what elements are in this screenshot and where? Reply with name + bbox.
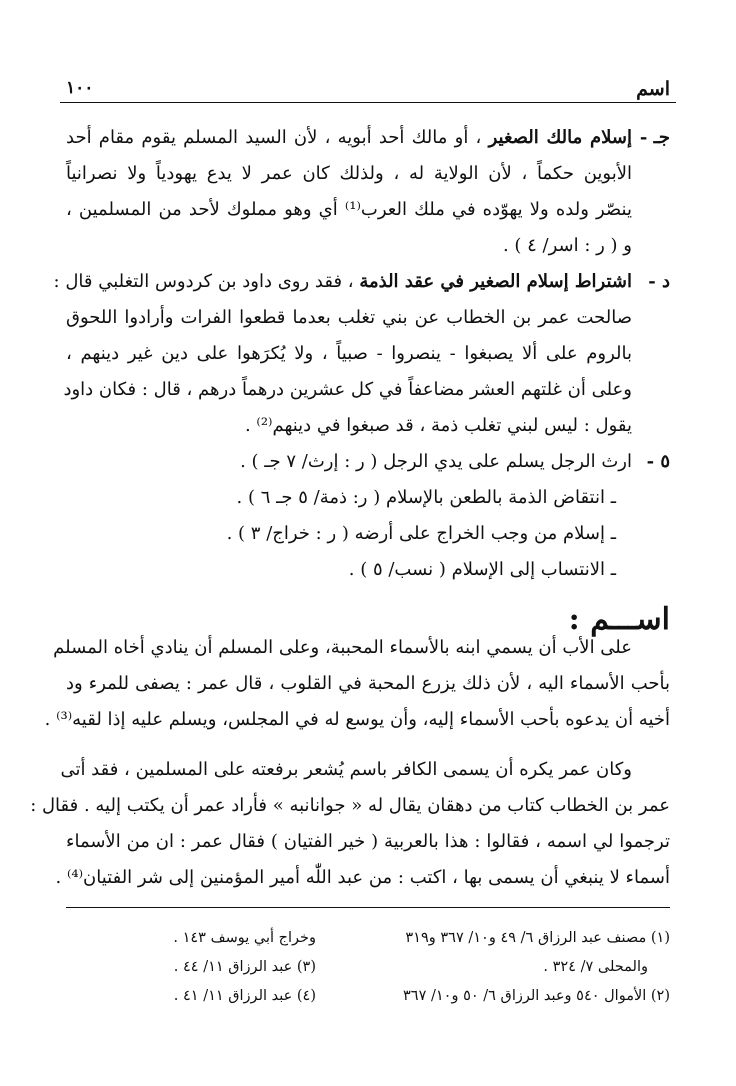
footnote-rule: [66, 907, 670, 908]
section-d-marker: د -: [648, 271, 670, 292]
footnote-2: (٢) الأموال ٥٤٠ وعبد الرزاق ٦/ ٥٠ و١٠/ ٣٦٧: [403, 988, 670, 1004]
section-5-line-1: ارث الرجل يسلم على يدي الرجل ( ر : إرث/ ٧ جـ ) .: [240, 451, 632, 472]
para-2-line-2: عمر بن الخطاب كتاب من دهقان يقال له « جوانانبه » فأراد عمر أن يكتب إليه . فقال :: [30, 795, 670, 816]
cross-ref-item: ـ إسلام من وجب الخراج على أرضه ( ر : خراج/ ٣ ) .: [226, 523, 616, 544]
footnote-3: (٣) عبد الرزاق ١١/ ٤٤ .: [173, 959, 316, 975]
section-d-line-3: بالروم على ألا يصبغوا - ينصروا - صبياً ، ولا يُكرَهوا على دين غير دينهم ،: [66, 343, 632, 364]
section-d-line-2: صالحت عمر بن الخطاب عن بني تغلب بعدما قطعوا الفرات وأرادوا اللحوق: [66, 307, 632, 328]
para-2-line-3: ترجموا لي اسمه ، فقالوا : هذا بالعربية ( خير الفتيان ) فقال عمر : ان من الأسماء: [66, 831, 670, 852]
footnote-1: (١) مصنف عبد الرزاق ٦/ ٤٩ و١٠/ ٣٦٧ و٣١٩: [405, 930, 670, 946]
section-d-line-5: يقول : ليس لبني تغلب ذمة ، قد صبغوا في دينهم⁽²⁾ .: [244, 415, 632, 436]
para-2-line-4: أسماء لا ينبغي أن يسمى بها ، اكتب : من عبد اللّٰه أمير المؤمنين إلى شر الفتيان⁽⁴⁾ .: [55, 867, 670, 888]
cross-ref-item: ـ الانتساب إلى الإسلام ( نسب/ ٥ ) .: [348, 559, 616, 580]
section-5-marker: ٥ -: [646, 451, 670, 472]
section-j-line-3: ينصّر ولده ولا يهوّده في ملك العرب⁽¹⁾ أي وهو مملوك لأحد من المسلمين ،: [66, 199, 632, 220]
section-j-line-1-rest: ، أو مالك أحد أبويه ، لأن السيد المسلم يقوم مقام أحد: [66, 127, 489, 148]
section-j-marker: جـ -: [639, 127, 670, 148]
para-2-line-1: وكان عمر يكره أن يسمى الكافر باسم يُشعر برفعته على المسلمين ، فقد أتى: [60, 759, 632, 780]
footnote-1-cont: والمحلى ٧/ ٣٢٤ .: [543, 959, 648, 975]
para-1-line-2: بأحب الأسماء اليه ، لأن ذلك يزرع المحبة في القلوب ، قال عمر : يصفى للمرء ود: [66, 673, 670, 694]
running-header: [66, 78, 670, 100]
footnote-1-cont-2: وخراج أبي يوسف ١٤٣ .: [173, 930, 316, 946]
section-d-line-1: [53, 264, 632, 300]
para-1-line-3: أخيه أن يدعوه بأحب الأسماء إليه، وأن يوسع له في المجلس، ويسلم عليه إذا لقيه⁽³⁾ .: [44, 709, 670, 730]
section-d-line-4: وعلى أن غلتهم العشر مضاعفاً في كل عشرين درهماً درهم ، قال : فكان داود: [63, 379, 632, 400]
section-d-title: اشتراط إسلام الصغير في عقد الذمة: [359, 271, 632, 292]
section-j-line-2: الأبوين حكماً ، لأن الولاية له ، ولذلك كان عمر لا يدع يهودياً ولا نصرانياً: [66, 163, 632, 184]
entry-heading: اســـم :: [568, 602, 670, 637]
page-number: ١٠٠: [66, 78, 94, 98]
section-j-line-4: و ( ر : اسر/ ٤ ) .: [502, 235, 632, 256]
header-title: اسم: [636, 78, 670, 100]
section-j-line-1: [66, 120, 632, 156]
header-rule: [60, 102, 676, 103]
section-d-line-1-rest: ، فقد روى داود بن كردوس التغلبي قال :: [53, 271, 360, 292]
footnote-4: (٤) عبد الرزاق ١١/ ٤١ .: [173, 988, 316, 1004]
para-1-line-1: على الأب أن يسمي ابنه بالأسماء المحببة، وعلى المسلم أن ينادي أخاه المسلم: [53, 637, 632, 658]
cross-ref-item: ـ انتقاض الذمة بالطعن بالإسلام ( ر: ذمة/ ٥ جـ ٦ ) .: [236, 487, 616, 508]
section-j-title: إسلام مالك الصغير: [488, 127, 632, 148]
